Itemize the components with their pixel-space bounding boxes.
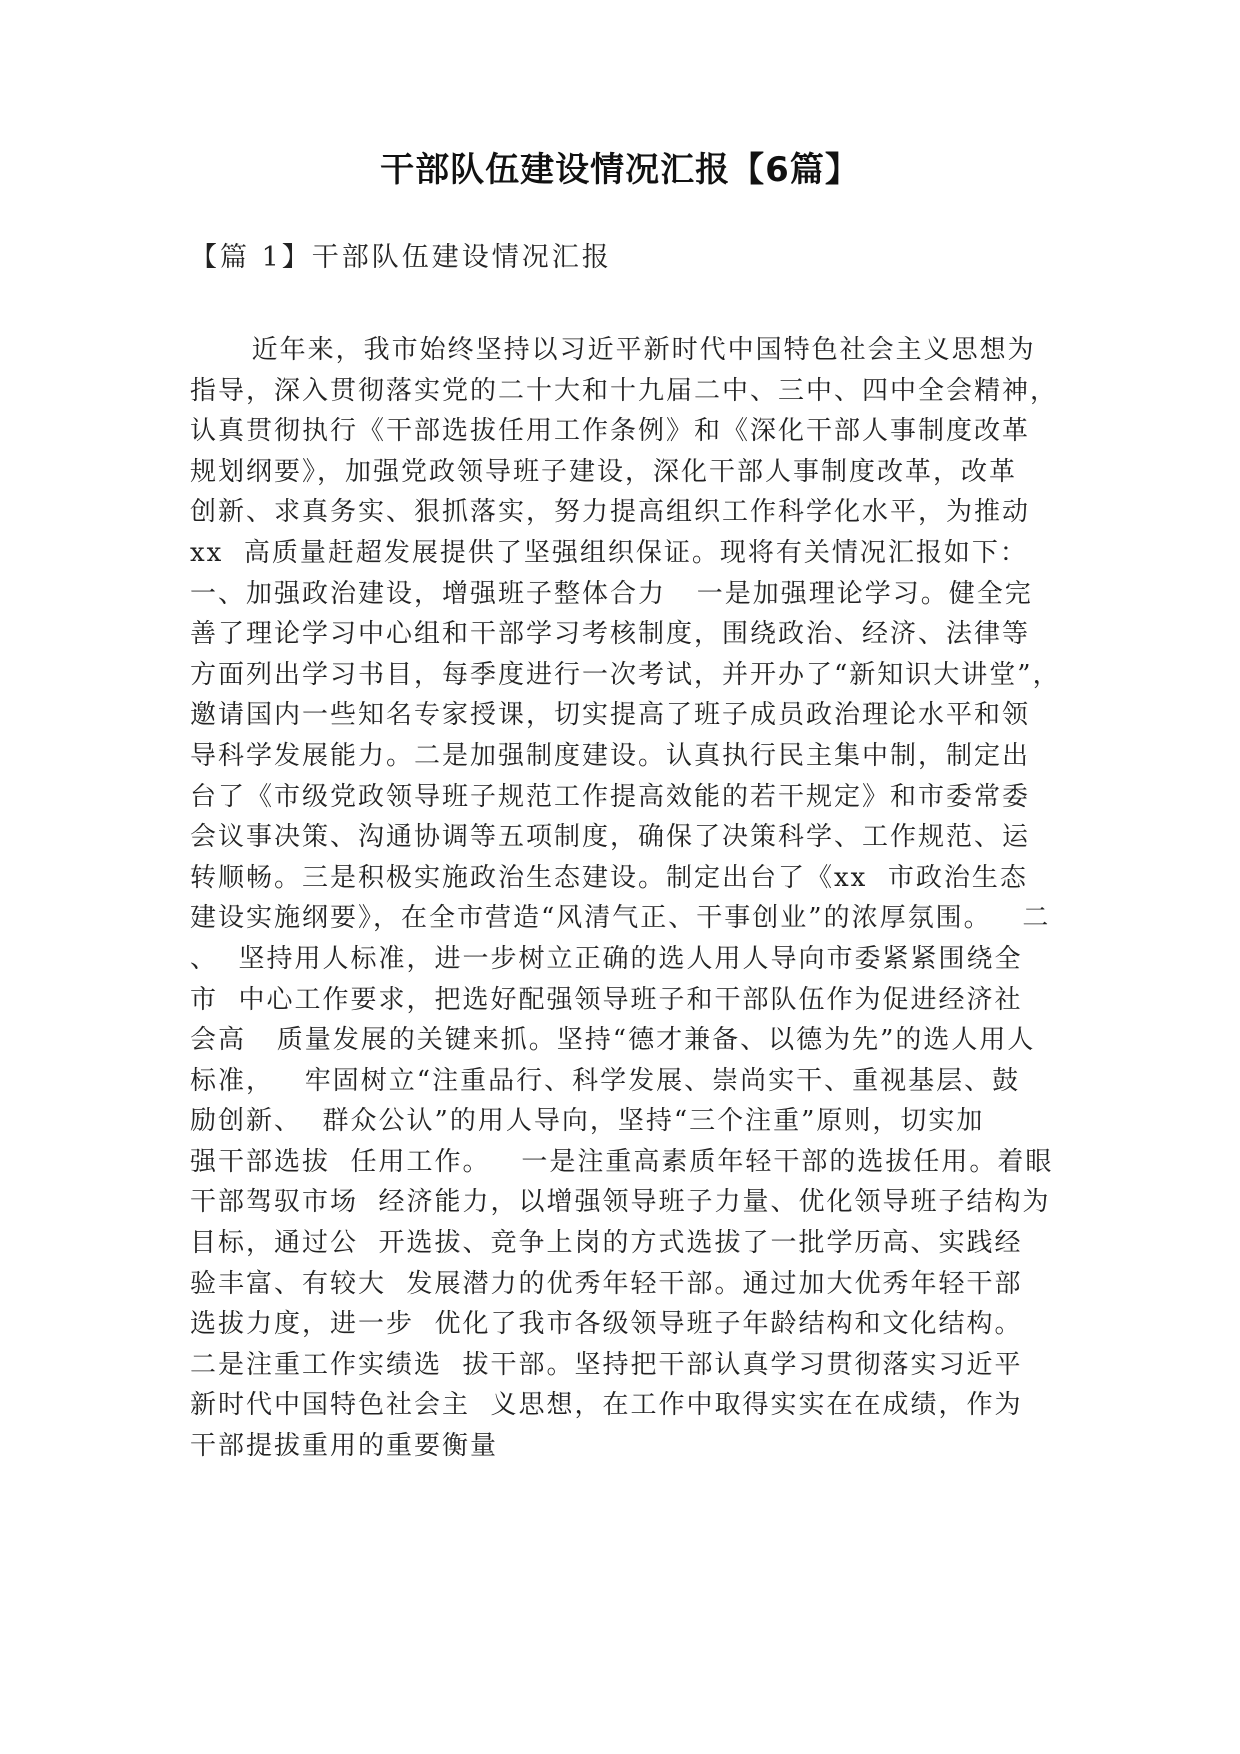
body-line: xx 高质量赶超发展提供了坚强组织保证。现将有关情况汇报如下： <box>190 537 1028 568</box>
body-line: 标准， 牢固树立“注重品行、科学发展、崇尚实干、重视基层、鼓 <box>190 1065 1021 1096</box>
body-line: 近年来，我市始终坚持以习近平新时代中国特色社会主义思想为 <box>190 335 1036 365</box>
body-line: 强干部选拔 任用工作。 一是注重高素质年轻干部的选拔任用。着眼 <box>190 1146 1054 1177</box>
body-line: 、 坚持用人标准，进一步树立正确的选人用人导向市委紧紧围绕全 <box>190 943 1023 974</box>
body-line: 会高 质量发展的关键来抓。坚持“德才兼备、以德为先”的选人用人 <box>190 1025 1036 1056</box>
body-line: 善了理论学习中心组和干部学习考核制度，围绕政治、经济、法律等 <box>190 619 1031 650</box>
body-line: 目标，通过公 开选拔、竞争上岗的方式选拔了一批学历高、实践经 <box>190 1228 1023 1259</box>
body-line: 选拔力度，进一步 优化了我市各级领导班子年龄结构和文化结构。 <box>190 1309 1023 1340</box>
body-line: 规划纲要》，加强党政领导班子建设，深化干部人事制度改革，改革 <box>190 456 1018 487</box>
body-line: 指导，深入贯彻落实党的二十大和十九届二中、三中、四中全会精神， <box>190 375 1059 406</box>
body-line: 转顺畅。三是积极实施政治生态建设。制定出台了《xx 市政治生态 <box>190 862 1028 893</box>
body-line: 建设实施纲要》，在全市营造“风清气正、干事创业”的浓厚氛围。 二 <box>190 903 1051 934</box>
body-line: 干部提拔重用的重要衡量 <box>190 1431 499 1462</box>
body-line: 方面列出学习书目，每季度进行一次考试，并开办了“新知识大讲堂”， <box>190 659 1061 690</box>
body-line: 创新、求真务实、狠抓落实，努力提高组织工作科学化水平，为推动 <box>190 497 1031 528</box>
body-line: 邀请国内一些知名专家授课，切实提高了班子成员政治理论水平和领 <box>190 700 1031 731</box>
body-line: 二是注重工作实绩选 拔干部。坚持把干部认真学习贯彻落实习近平 <box>190 1349 1023 1380</box>
body-line: 励创新、 群众公认”的用人导向，坚持“三个注重”原则，切实加 <box>190 1106 985 1137</box>
body-line: 会议事决策、沟通协调等五项制度，确保了决策科学、工作规范、运 <box>190 822 1031 853</box>
body-line: 认真贯彻执行《干部选拔任用工作条例》和《深化干部人事制度改革 <box>190 416 1031 447</box>
body-line: 一、加强政治建设，增强班子整体合力 一是加强理论学习。健全完 <box>190 578 1033 609</box>
body-line: 新时代中国特色社会主 义思想，在工作中取得实实在在成绩，作为 <box>190 1390 1023 1421</box>
document-title: 干部队伍建设情况汇报【6篇】 <box>380 150 860 190</box>
section-heading: 【篇 1】干部队伍建设情况汇报 <box>190 242 612 273</box>
body-line: 市 中心工作要求，把选好配强领导班子和干部队伍作为促进经济社 <box>190 984 1023 1015</box>
body-line: 验丰富、有较大 发展潜力的优秀年轻干部。通过加大优秀年轻干部 <box>190 1268 1023 1299</box>
body-line: 干部驾驭市场 经济能力，以增强领导班子力量、优化领导班子结构为 <box>190 1187 1051 1218</box>
body-line: 导科学发展能力。二是加强制度建设。认真执行民主集中制，制定出 <box>190 740 1031 771</box>
body-paragraph <box>190 330 1070 1467</box>
body-line: 台了《市级党政领导班子规范工作提高效能的若干规定》和市委常委 <box>190 781 1031 812</box>
